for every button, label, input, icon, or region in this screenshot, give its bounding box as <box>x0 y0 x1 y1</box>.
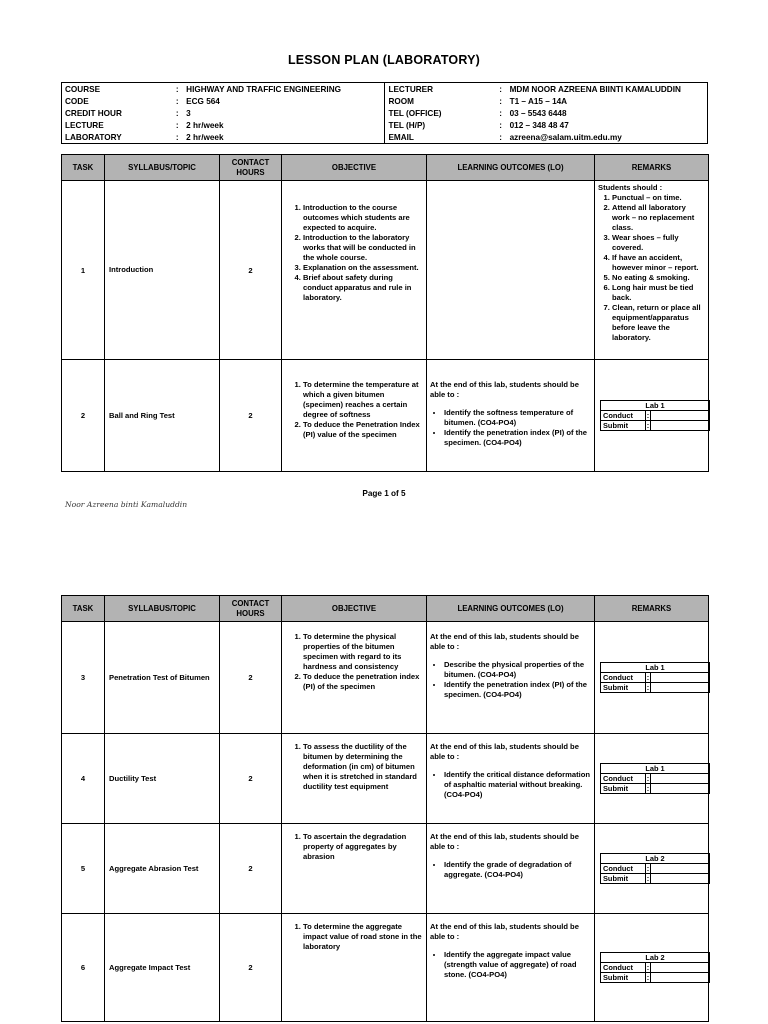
header-hours-line: HOURS <box>236 608 265 618</box>
learning-outcomes-cell <box>427 360 595 472</box>
outcomes-intro: At the end of this lab, students should be able to : <box>430 632 579 651</box>
outcomes-intro: At the end of this lab, students should be able to : <box>430 380 579 399</box>
lab-conduct-value <box>651 864 710 874</box>
lab-box-title-row <box>601 663 710 673</box>
lab-colon: : <box>646 973 650 982</box>
info-row <box>62 119 708 131</box>
lab-conduct-row <box>601 411 710 421</box>
lab-submit-label: Submit <box>601 973 646 983</box>
outcome-item: • Identify the penetration index (PI) of the specimen. (CO4-PO4) <box>444 680 591 700</box>
lab-conduct-value <box>651 411 710 421</box>
table-row <box>62 734 709 824</box>
objective-item: 2. To deduce the Penetration Index (PI) value of the specimen <box>303 420 423 440</box>
lab-submit-row <box>601 874 710 884</box>
lab-label: Lab 1 <box>601 401 710 411</box>
table-row <box>62 914 709 1022</box>
lab-submit-row <box>601 973 710 983</box>
lab-box <box>600 662 710 693</box>
lab-submit-value <box>651 973 710 983</box>
lab-conduct-row <box>601 673 710 683</box>
lab-label: Lab 2 <box>601 854 710 864</box>
task-number: 4 <box>62 734 105 824</box>
remarks-item: 7. Clean, return or place all equipment/apparatus before leave the laboratory. <box>612 303 705 343</box>
lab-conduct-label: Conduct <box>601 774 646 784</box>
lab-colon: : <box>646 784 650 793</box>
info-colon: : <box>175 132 179 142</box>
table-row <box>62 622 709 734</box>
lab-colon: : <box>646 864 650 873</box>
objective-cell <box>282 734 427 824</box>
lab-conduct-label: Conduct <box>601 673 646 683</box>
info-colon: : <box>499 120 502 130</box>
outcome-item: • Identify the softness temperature of bitumen. (CO4-PO4) <box>444 408 591 428</box>
objective-cell <box>282 824 427 914</box>
lab-submit-row <box>601 784 710 794</box>
remarks-cell <box>595 824 709 914</box>
signature: Noor Azreena binti Kamaluddin <box>65 500 188 509</box>
objective-list <box>285 380 423 440</box>
learning-outcomes-cell <box>427 914 595 1022</box>
lab-colon: : <box>646 673 650 682</box>
remarks-cell <box>595 914 709 1022</box>
lab-label: Lab 1 <box>601 663 710 673</box>
lab-box <box>600 763 710 794</box>
lab-conduct-row <box>601 963 710 973</box>
lab-submit-value <box>651 683 710 693</box>
info-label: LABORATORY <box>65 132 122 142</box>
lab-conduct-value <box>651 963 710 973</box>
info-value: azreena@salam.uitm.edu.my <box>509 132 622 142</box>
header-topic: SYLLABUS/TOPIC <box>105 155 220 181</box>
info-value: MDM NOOR AZREENA BIINTI KAMALUDDIN <box>509 84 681 94</box>
outcome-item: • Identify the critical distance deformation of asphaltic material without breaking. (CO4-PO4) <box>444 770 591 800</box>
remarks-list <box>598 193 705 343</box>
objective-item: 1. Introduction to the course outcomes which students are expected to acquire. <box>303 203 423 233</box>
lab-conduct-row <box>601 774 710 784</box>
learning-outcomes-cell <box>427 734 595 824</box>
lab-label: Lab 2 <box>601 953 710 963</box>
remarks-title: Students should : <box>598 183 663 192</box>
outcomes-intro: At the end of this lab, students should be able to : <box>430 922 579 941</box>
header-learning-outcomes: LEARNING OUTCOMES (LO) <box>427 596 595 622</box>
objective-cell <box>282 360 427 472</box>
info-value: T1 – A15 – 14A <box>509 96 568 106</box>
header-contact-hours <box>220 155 282 181</box>
syllabus-topic: Ductility Test <box>105 734 220 824</box>
header-remarks: REMARKS <box>595 596 709 622</box>
info-row <box>62 95 708 107</box>
outcomes-intro: At the end of this lab, students should be able to : <box>430 832 579 851</box>
info-label: LECTURE <box>65 120 104 130</box>
lab-submit-label: Submit <box>601 421 646 431</box>
info-colon: : <box>175 120 179 130</box>
outcome-item: • Identify the penetration index (PI) of the specimen. (CO4-PO4) <box>444 428 591 448</box>
page-number: Page 1 of 5 <box>362 489 406 498</box>
lab-submit-value <box>651 874 710 884</box>
outcomes-list <box>430 660 591 700</box>
table-header-row <box>62 596 709 622</box>
info-colon: : <box>175 96 179 106</box>
objective-list <box>285 922 423 952</box>
info-value: 2 hr/week <box>186 132 224 142</box>
lab-conduct-label: Conduct <box>601 963 646 973</box>
outcome-item: • Identify the grade of degradation of aggregate. (CO4-PO4) <box>444 860 591 880</box>
contact-hours: 2 <box>220 734 282 824</box>
info-value: 03 – 5543 6448 <box>509 108 567 118</box>
info-colon: : <box>499 84 502 94</box>
info-label: TEL (H/P) <box>385 119 495 131</box>
objective-item: 1. To determine the temperature at which a given bitumen (specimen) reaches a certain degree of softness <box>303 380 423 420</box>
syllabus-topic: Penetration Test of Bitumen <box>105 622 220 734</box>
header-hours-line: HOURS <box>236 167 265 177</box>
remarks-item: 3. Wear shoes – fully covered. <box>612 233 705 253</box>
info-value: HIGHWAY AND TRAFFIC ENGINEERING <box>186 84 341 94</box>
task-number: 2 <box>62 360 105 472</box>
remarks-cell <box>595 622 709 734</box>
outcomes-intro: At the end of this lab, students should be able to : <box>430 742 579 761</box>
header-learning-outcomes: LEARNING OUTCOMES (LO) <box>427 155 595 181</box>
task-number: 1 <box>62 181 105 360</box>
lab-colon: : <box>646 774 650 783</box>
lab-box <box>600 952 710 983</box>
course-info-table <box>61 82 708 144</box>
outcome-item: • Identify the aggregate impact value (strength value of aggregate) of road stone. (CO4-PO4) <box>444 950 591 980</box>
task-number: 6 <box>62 914 105 1022</box>
lab-submit-label: Submit <box>601 784 646 794</box>
info-row <box>62 131 708 144</box>
remarks-cell <box>595 734 709 824</box>
table-header-row <box>62 155 709 181</box>
learning-outcomes-cell <box>427 824 595 914</box>
objective-list <box>285 203 423 303</box>
lab-conduct-row <box>601 864 710 874</box>
objective-item: 1. To ascertain the degradation property of aggregates by abrasion <box>303 832 423 862</box>
lab-submit-value <box>651 421 710 431</box>
info-row <box>62 107 708 119</box>
objective-list <box>285 742 423 792</box>
header-objective: OBJECTIVE <box>282 155 427 181</box>
info-label: EMAIL <box>385 131 495 144</box>
table-row <box>62 360 709 472</box>
contact-hours: 2 <box>220 181 282 360</box>
lesson-plan-table-2 <box>61 595 709 1022</box>
lab-colon: : <box>646 963 650 972</box>
lab-box-title-row <box>601 764 710 774</box>
lesson-plan-table-1 <box>61 154 709 472</box>
objective-item: 1. To assess the ductility of the bitumen by determining the deformation (in cm) of bitumen when it is stretched in standard ductility test equipment <box>303 742 423 792</box>
lab-submit-label: Submit <box>601 683 646 693</box>
objective-item: 1. To determine the aggregate impact value of road stone in the laboratory <box>303 922 423 952</box>
header-contact-hours <box>220 596 282 622</box>
remarks-item: 6. Long hair must be tied back. <box>612 283 705 303</box>
lab-submit-row <box>601 421 710 431</box>
remarks-item: 2. Attend all laboratory work – no replacement class. <box>612 203 705 233</box>
remarks-cell <box>595 360 709 472</box>
info-label: CREDIT HOUR <box>65 108 122 118</box>
objective-cell <box>282 181 427 360</box>
header-topic: SYLLABUS/TOPIC <box>105 596 220 622</box>
info-label: TEL (OFFICE) <box>385 107 495 119</box>
info-colon: : <box>175 108 179 118</box>
objective-cell <box>282 914 427 1022</box>
header-contact-line: CONTACT <box>231 158 270 167</box>
objective-list <box>285 832 423 862</box>
outcomes-list <box>430 860 591 880</box>
info-colon: : <box>499 108 502 118</box>
info-row <box>62 83 708 96</box>
info-value: 3 <box>186 108 191 118</box>
lab-conduct-label: Conduct <box>601 411 646 421</box>
task-number: 3 <box>62 622 105 734</box>
lab-colon: : <box>646 411 650 420</box>
lab-conduct-label: Conduct <box>601 864 646 874</box>
header-task: TASK <box>62 596 105 622</box>
info-colon: : <box>499 96 502 106</box>
objective-item: 1. To determine the physical properties of the bitumen specimen with regard to its hardness and consistency <box>303 632 423 672</box>
outcome-item: • Describe the physical properties of the bitumen. (CO4-PO4) <box>444 660 591 680</box>
objective-item: 2. To deduce the penetration index (PI) of the specimen <box>303 672 423 692</box>
info-label: ROOM <box>385 95 495 107</box>
info-value: 2 hr/week <box>186 120 224 130</box>
lab-submit-value <box>651 784 710 794</box>
syllabus-topic: Aggregate Impact Test <box>105 914 220 1022</box>
lab-box <box>600 853 710 884</box>
contact-hours: 2 <box>220 622 282 734</box>
lab-label: Lab 1 <box>601 764 710 774</box>
lab-box <box>600 400 710 431</box>
header-contact-line: CONTACT <box>231 599 270 608</box>
task-number: 5 <box>62 824 105 914</box>
remarks-item: 5. No eating & smoking. <box>612 273 705 283</box>
remarks-item: 4. If have an accident, however minor – report. <box>612 253 705 273</box>
lab-colon: : <box>646 421 650 430</box>
objective-list <box>285 632 423 692</box>
outcomes-list <box>430 408 591 448</box>
objective-item: 3. Explanation on the assessment. <box>303 263 423 273</box>
lab-box-title-row <box>601 953 710 963</box>
lab-submit-row <box>601 683 710 693</box>
lab-box-title-row <box>601 401 710 411</box>
info-label: CODE <box>65 96 89 106</box>
contact-hours: 2 <box>220 824 282 914</box>
info-colon: : <box>175 84 179 94</box>
document-title: LESSON PLAN (LABORATORY) <box>287 53 481 67</box>
remarks-cell <box>595 181 709 360</box>
info-value: 012 – 348 48 47 <box>509 120 569 130</box>
info-value: ECG 564 <box>186 96 220 106</box>
objective-cell <box>282 622 427 734</box>
objective-item: 2. Introduction to the laboratory works that will be conducted in the whole course. <box>303 233 423 263</box>
syllabus-topic: Aggregate Abrasion Test <box>105 824 220 914</box>
info-colon: : <box>499 132 502 142</box>
outcomes-list <box>430 770 591 800</box>
table-row <box>62 181 709 360</box>
lab-colon: : <box>646 874 650 883</box>
lab-conduct-value <box>651 774 710 784</box>
contact-hours: 2 <box>220 360 282 472</box>
lab-conduct-value <box>651 673 710 683</box>
learning-outcomes-cell <box>427 622 595 734</box>
outcomes-list <box>430 950 591 980</box>
syllabus-topic: Introduction <box>105 181 220 360</box>
info-label: LECTURER <box>385 83 495 96</box>
objective-item: 4. Brief about safety during conduct apparatus and rule in laboratory. <box>303 273 423 303</box>
header-objective: OBJECTIVE <box>282 596 427 622</box>
lab-box-title-row <box>601 854 710 864</box>
table-row <box>62 824 709 914</box>
learning-outcomes-cell <box>427 181 595 360</box>
syllabus-topic: Ball and Ring Test <box>105 360 220 472</box>
info-label: COURSE <box>65 84 101 94</box>
header-task: TASK <box>62 155 105 181</box>
header-remarks: REMARKS <box>595 155 709 181</box>
lab-colon: : <box>646 683 650 692</box>
contact-hours: 2 <box>220 914 282 1022</box>
remarks-item: 1. Punctual – on time. <box>612 193 705 203</box>
lab-submit-label: Submit <box>601 874 646 884</box>
